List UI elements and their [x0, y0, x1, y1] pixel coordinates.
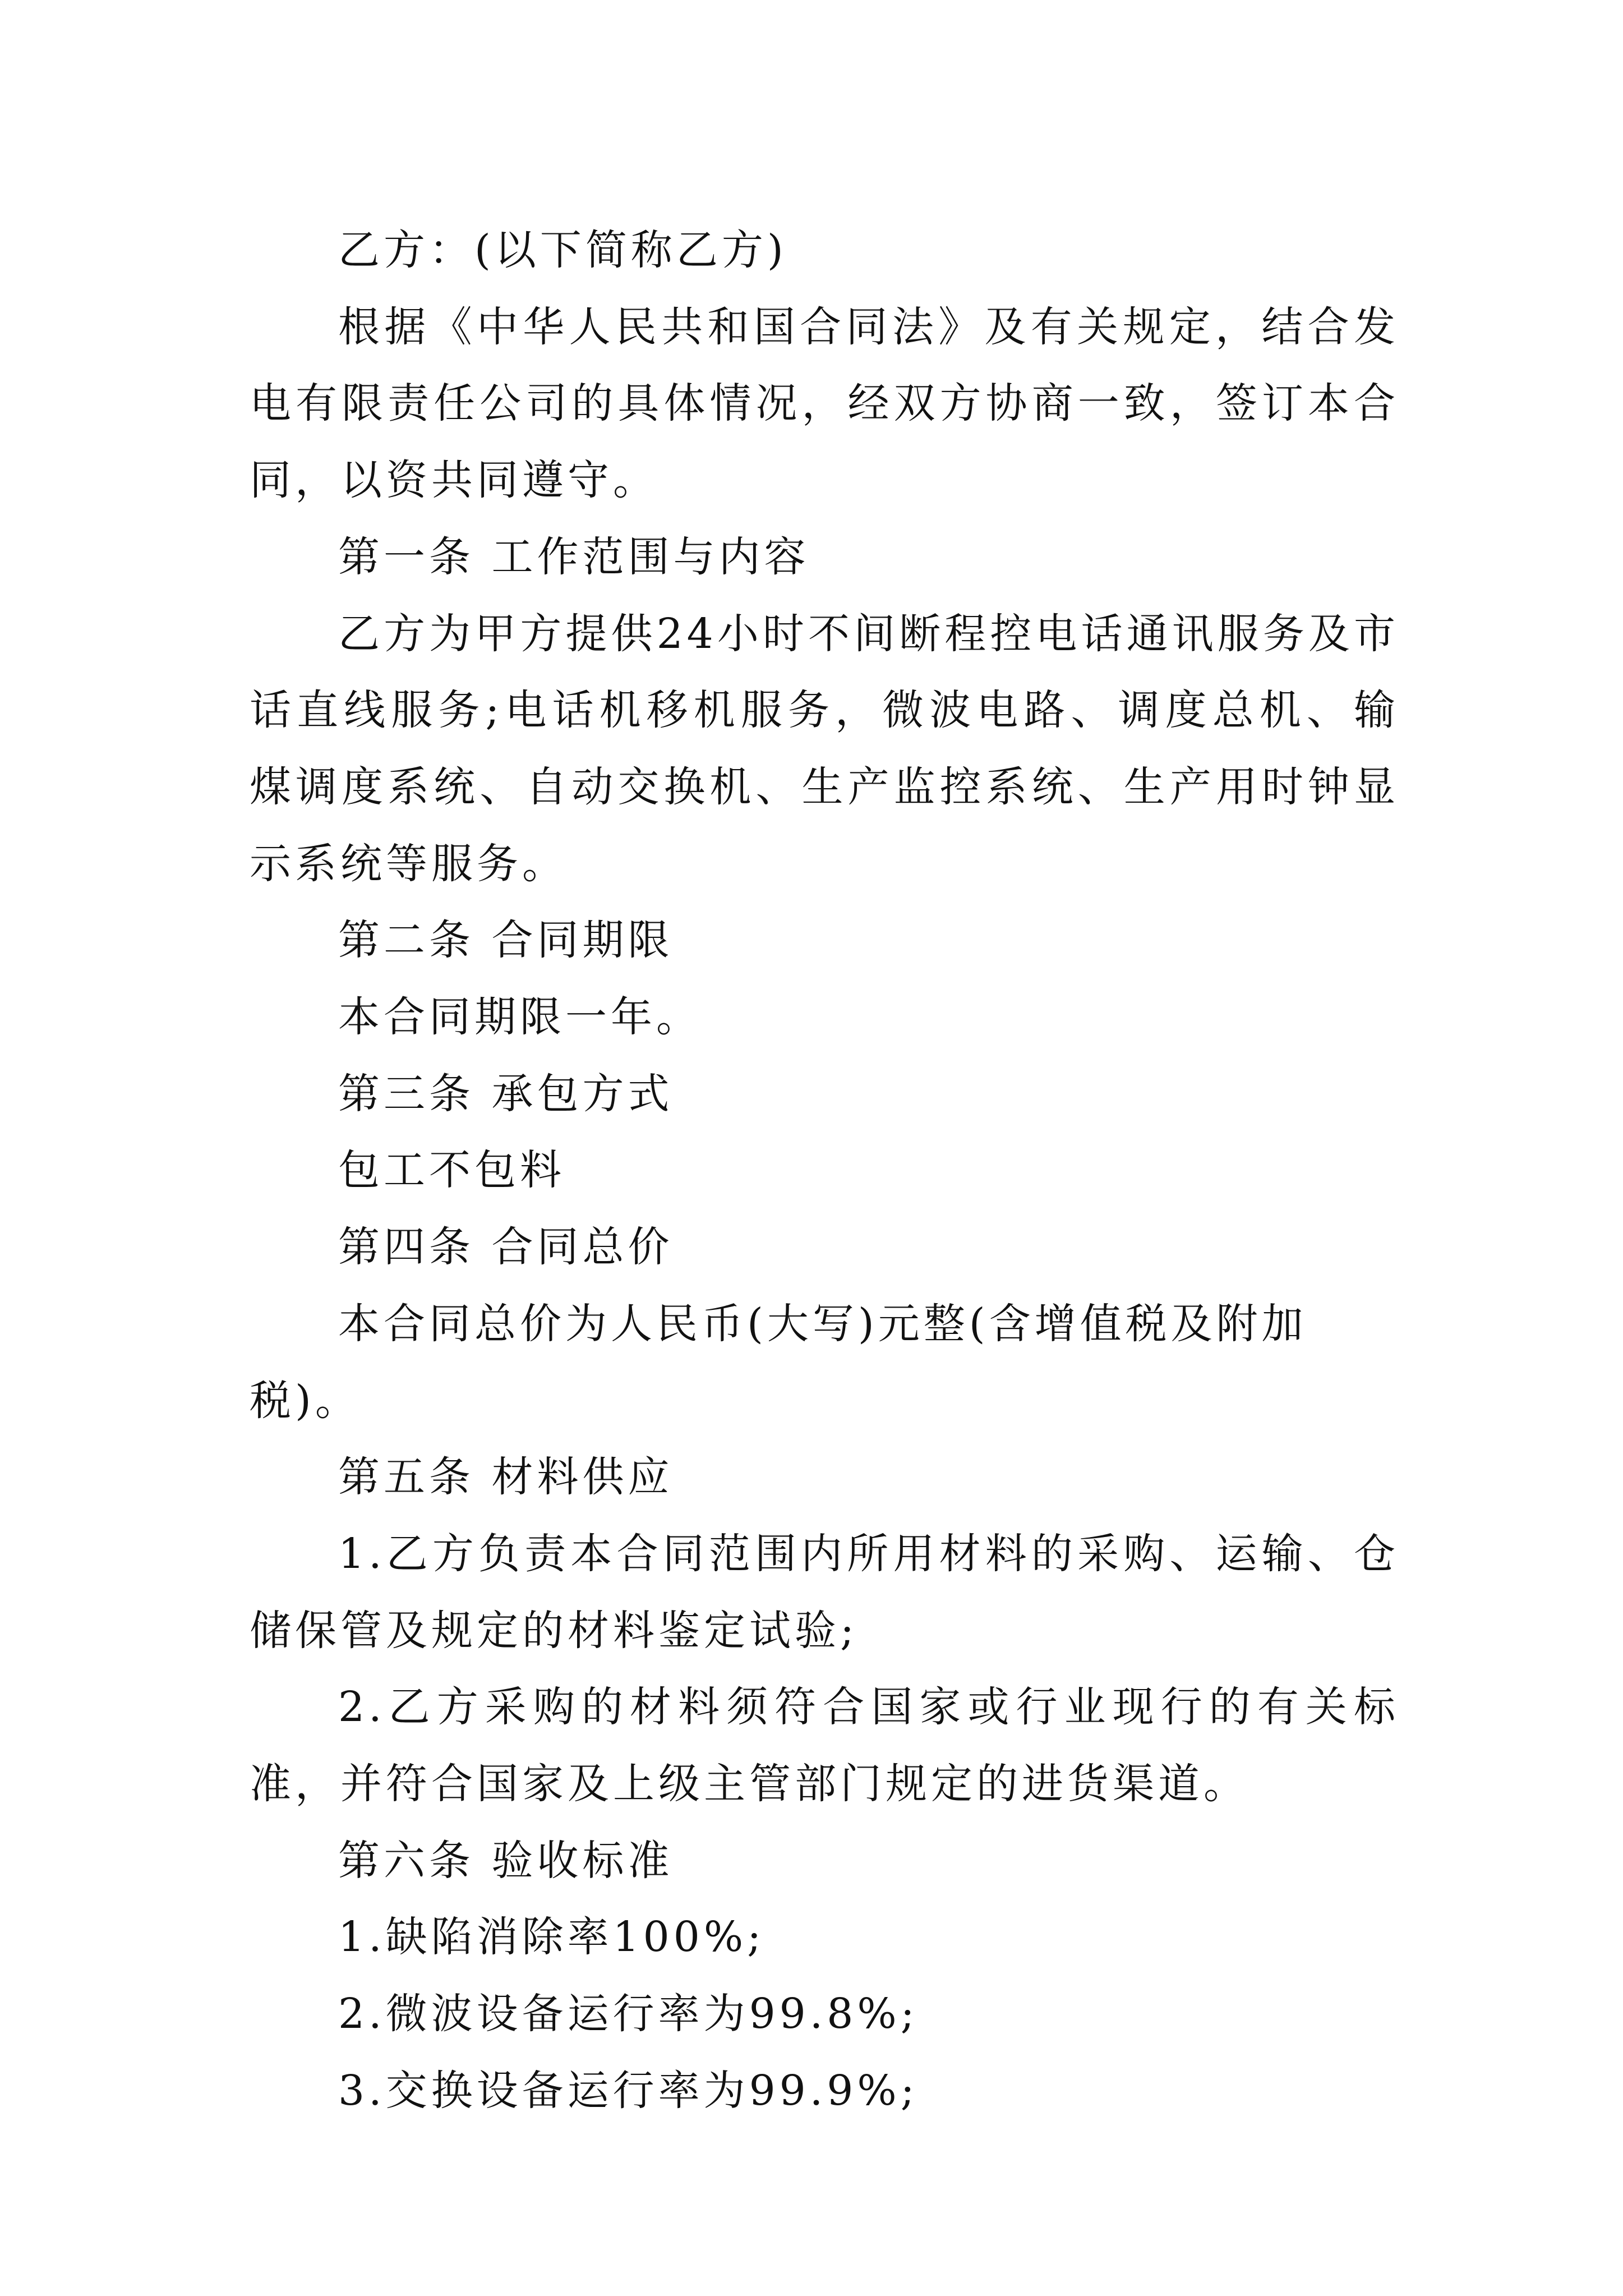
article-3-body: 包工不包料: [338, 1146, 565, 1195]
article-2-heading: 第二条 合同期限: [338, 916, 674, 965]
article-5-heading: 第五条 材料供应: [338, 1453, 674, 1502]
article-3-heading: 第三条 承包方式: [338, 1069, 674, 1118]
article-6-item-2: 2.微波设备运行率为99.8%;: [338, 1990, 919, 2039]
article-6-item-3: 3.交换设备运行率为99.9%;: [338, 2066, 919, 2115]
article-2-body: 本合同期限一年。: [338, 993, 702, 1042]
article-5-item-1: 1.乙方负责本合同范围内所用材料的采购、运输、仓储保管及规定的材料鉴定试验;: [250, 1529, 1399, 1655]
article-1-heading: 第一条 工作范围与内容: [338, 532, 810, 581]
article-4-body: 本合同总价为人民币(大写)元整(含增值税及附加税)。: [250, 1299, 1307, 1425]
article-5-item-2: 2.乙方采购的材料须符合国家或行业现行的有关标准，并符合国家及上级主管部门规定的进货渠道。: [250, 1683, 1399, 1809]
contract-body: [250, 212, 1399, 2129]
article-1-body: 乙方为甲方提供24小时不间断程控电话通讯服务及市话直线服务;电话机移机服务，微波电路、调度总机、输煤调度系统、自动交换机、生产监控系统、生产用时钟显示系统等服务。: [250, 609, 1399, 888]
article-4-heading: 第四条 合同总价: [338, 1223, 674, 1272]
article-6-item-1: 1.缺陷消除率100%;: [338, 1913, 766, 1962]
preamble-paragraph: 根据《中华人民共和国合同法》及有关规定，结合发电有限责任公司的具体情况，经双方协商一致，签订本合同，以资共同遵守。: [250, 302, 1399, 505]
party-b-line: 乙方：(以下简称乙方): [338, 226, 787, 274]
article-6-heading: 第六条 验收标准: [338, 1836, 674, 1885]
